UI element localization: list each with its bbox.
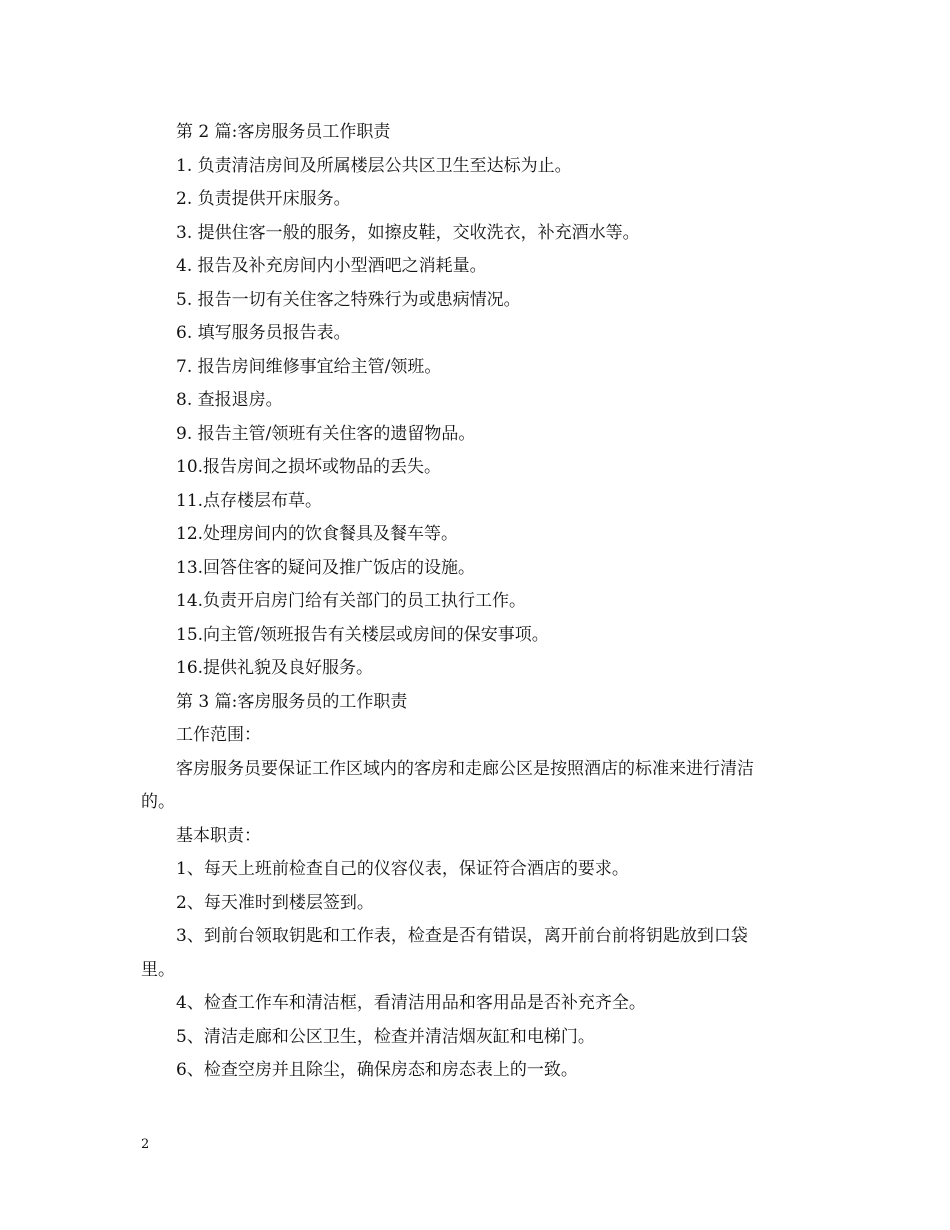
list-item: 15.向主管/领班报告有关楼层或房间的保安事项。 <box>176 624 549 645</box>
paragraph-line: 的。 <box>141 792 175 812</box>
section-heading: 第 2 篇:客房服务员工作职责 <box>176 122 391 142</box>
list-item: 10.报告房间之损坏或物品的丢失。 <box>176 457 442 477</box>
page-number: 2 <box>141 1137 150 1152</box>
list-item: 6、检查空房并且除尘，确保房态和房态表上的一致。 <box>176 1060 578 1080</box>
list-item: 5、清洁走廊和公区卫生，检查并清洁烟灰缸和电梯门。 <box>176 1026 595 1047</box>
list-item: 2、每天准时到楼层签到。 <box>176 892 374 913</box>
list-item: 1、每天上班前检查自己的仪容仪表，保证符合酒店的要求。 <box>176 859 629 879</box>
paragraph-line: 客房服务员要保证工作区域内的客房和走廊公区是按照酒店的标准来进行清洁 <box>176 758 754 779</box>
section-heading: 第 3 篇:客房服务员的工作职责 <box>176 691 408 712</box>
subheading: 基本职责： <box>176 825 261 846</box>
document-body <box>141 116 821 1088</box>
list-item: 9. 报告主管/领班有关住客的遗留物品。 <box>176 423 476 444</box>
subheading: 工作范围： <box>176 725 261 745</box>
list-item: 4、检查工作车和清洁框，看清洁用品和客用品是否补充齐全。 <box>176 993 646 1013</box>
list-item: 7. 报告房间维修事宜给主管/领班。 <box>176 356 442 377</box>
list-item: 14.负责开启房门给有关部门的员工执行工作。 <box>176 591 527 611</box>
list-item: 8. 查报退房。 <box>176 390 283 410</box>
list-item: 5. 报告一切有关住客之特殊行为或患病情况。 <box>176 289 521 310</box>
list-item: 里。 <box>141 959 175 980</box>
list-item: 13.回答住客的疑问及推广饭店的设施。 <box>176 557 476 578</box>
list-item: 11.点存楼层布草。 <box>176 490 323 511</box>
list-item: 6. 填写服务员报告表。 <box>176 323 351 343</box>
list-item: 16.提供礼貌及良好服务。 <box>176 658 374 678</box>
list-item: 2. 负责提供开床服务。 <box>176 189 351 209</box>
list-item: 1. 负责清洁房间及所属楼层公共区卫生至达标为止。 <box>176 155 572 176</box>
list-item: 3. 提供住客一般的服务，如擦皮鞋，交收洗衣，补充酒水等。 <box>176 222 640 243</box>
list-item: 4. 报告及补充房间内小型酒吧之消耗量。 <box>176 256 487 276</box>
list-item: 3、到前台领取钥匙和工作表，检查是否有错误，离开前台前将钥匙放到口袋 <box>176 926 748 946</box>
list-item: 12.处理房间内的饮食餐具及餐车等。 <box>176 524 459 544</box>
